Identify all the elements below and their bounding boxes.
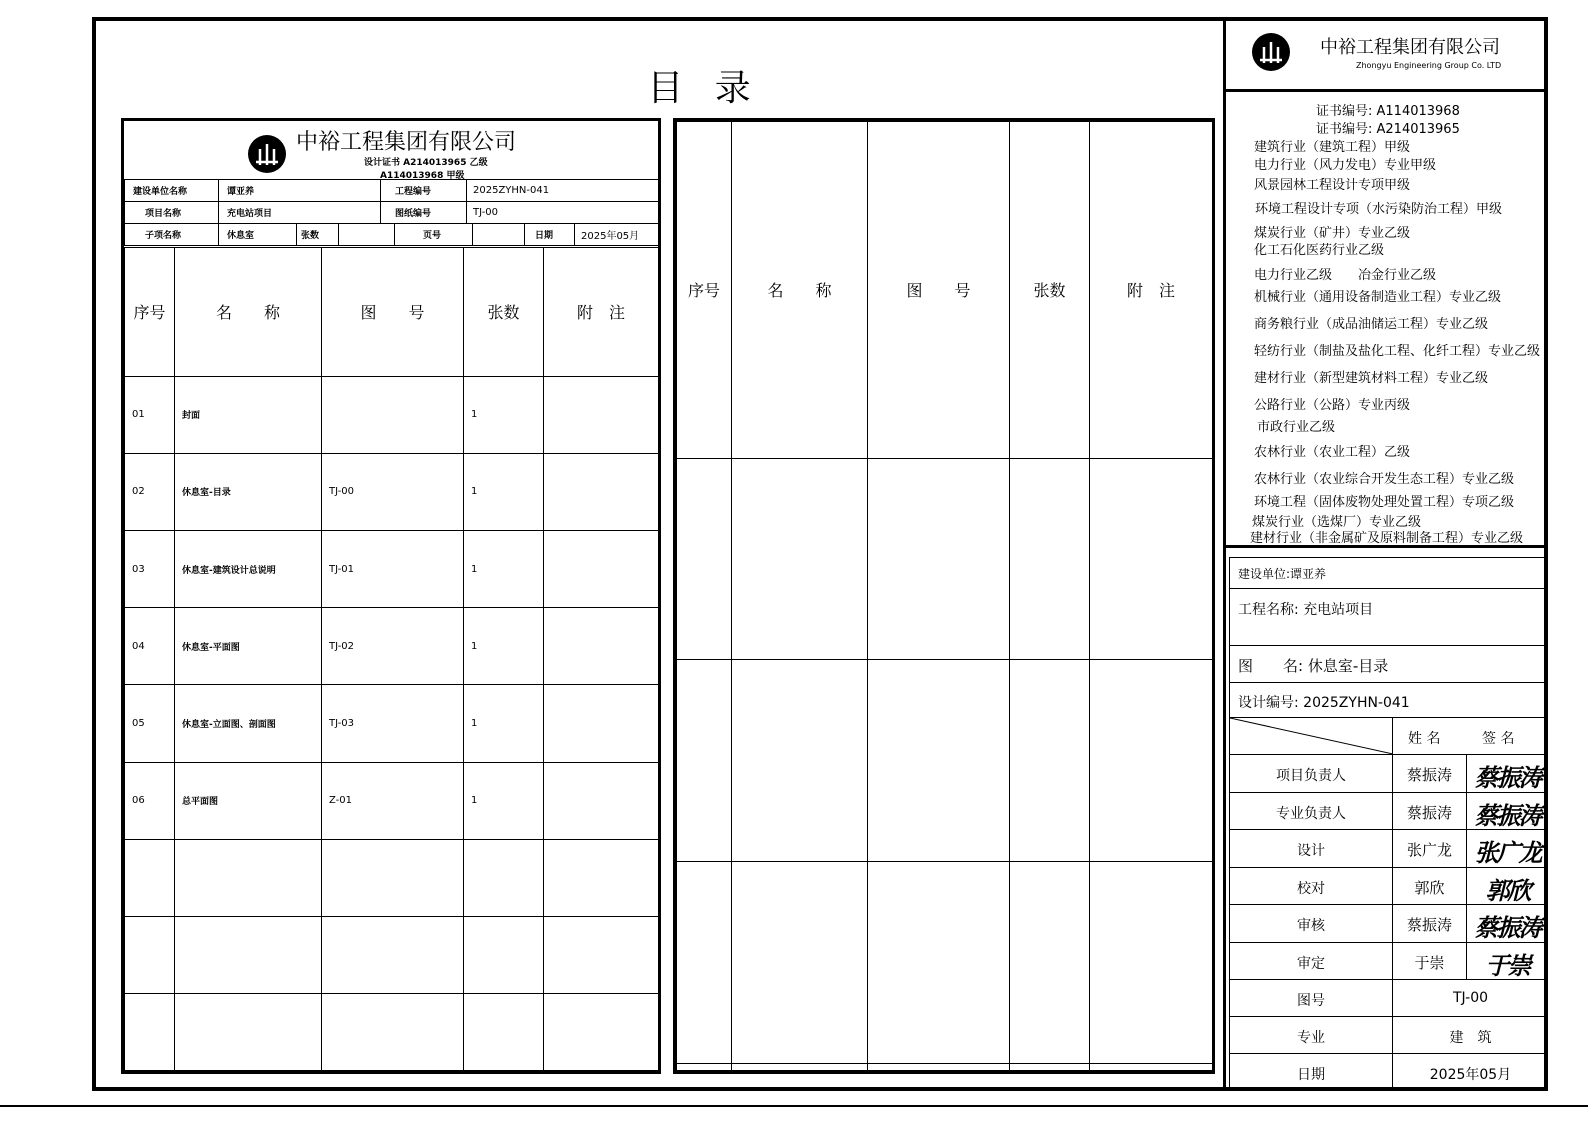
info-row <box>125 202 659 224</box>
footer-row <box>1229 1016 1547 1054</box>
row-no: 06 <box>125 762 175 839</box>
qualification-item: 建材行业（新型建筑材料工程）专业乙级 <box>1254 371 1489 386</box>
table-row <box>125 685 659 762</box>
staff-role: 审定 <box>1297 955 1325 972</box>
catalog-filler-row <box>677 1064 1213 1071</box>
date-value: 2025年05月 <box>575 224 659 246</box>
row-sheets: 1 <box>464 531 544 608</box>
table-row <box>125 608 659 685</box>
staff-name: 于崇 <box>1414 953 1445 972</box>
row-note <box>544 608 659 685</box>
row-no <box>125 839 175 916</box>
cert-no-1: 证书编号: A114013968 <box>1316 104 1460 119</box>
row-note <box>544 916 659 993</box>
company-logo-icon <box>1252 33 1290 71</box>
qualification-item: 机械行业（通用设备制造业工程）专业乙级 <box>1254 290 1502 305</box>
footer-row <box>1229 979 1547 1017</box>
qualification-item: 环境工程（固体废物处理处置工程）专项乙级 <box>1254 495 1515 510</box>
row-sheets: 1 <box>464 762 544 839</box>
table-row <box>125 762 659 839</box>
staff-row <box>1229 904 1547 943</box>
row-note <box>544 685 659 762</box>
company-name-en: Zhongyu Engineering Group Co. LTD <box>1356 61 1502 70</box>
table-row <box>125 453 659 530</box>
tb-project-row <box>1229 588 1547 646</box>
row-note <box>544 531 659 608</box>
qualification-item: 电力行业（风力发电）专业甲级 <box>1254 158 1437 173</box>
qualification-item: 市政行业乙级 <box>1257 420 1336 435</box>
staff-row <box>1229 792 1547 831</box>
row-note <box>1090 458 1213 660</box>
info-label: 工程编号 <box>381 180 467 202</box>
col-header: 张数 <box>464 248 544 377</box>
row-name: 总平面图 <box>175 762 322 839</box>
row-name <box>732 660 868 862</box>
sheets-value <box>339 224 395 246</box>
table-row <box>677 862 1213 1064</box>
qualification-item: 化工石化医药行业乙级 <box>1254 243 1385 258</box>
tb-client: 建设单位:谭亚养 <box>1238 567 1327 581</box>
staff-row <box>1229 942 1547 981</box>
row-name <box>175 839 322 916</box>
footer-value: 2025年05月 <box>1429 1067 1512 1083</box>
staff-name: 蔡振涛 <box>1406 803 1452 822</box>
row-drawing-no: TJ-00 <box>322 453 464 530</box>
staff-role: 专业负责人 <box>1276 805 1346 822</box>
row-note <box>1090 862 1213 1064</box>
row-name <box>175 994 322 1071</box>
col-name-header: 姓 名 <box>1408 731 1441 747</box>
staff-role: 校对 <box>1297 880 1325 897</box>
company-logo-icon <box>248 135 286 173</box>
row-name: 休息室-目录 <box>175 453 322 530</box>
catalog-header-row <box>125 248 659 377</box>
catalog-header-row <box>677 122 1213 459</box>
title-block <box>1226 545 1547 1090</box>
staff-signature: 于崇 <box>1485 950 1530 980</box>
right-divider <box>1226 91 1544 92</box>
row-sheets: 1 <box>464 376 544 453</box>
row-sheets <box>1010 660 1090 862</box>
col-header: 附 注 <box>544 248 659 377</box>
staff-signature: 郭欣 <box>1485 875 1530 905</box>
row-drawing-no: Z-01 <box>322 762 464 839</box>
tb-design-no-row <box>1229 682 1547 718</box>
row-name <box>732 862 868 1064</box>
row-name: 封面 <box>175 376 322 453</box>
staff-name: 张广龙 <box>1406 841 1452 859</box>
row-drawing-no <box>322 916 464 993</box>
col-header: 序号 <box>677 122 732 459</box>
date-label: 日期 <box>525 224 575 246</box>
table-row <box>125 376 659 453</box>
staff-name: 蔡振涛 <box>1406 916 1452 934</box>
table-row <box>125 916 659 993</box>
qualification-item: 环境工程设计专项（水污染防治工程）甲级 <box>1255 202 1503 217</box>
staff-row <box>1229 754 1547 793</box>
row-sheets <box>464 994 544 1071</box>
row-no: 01 <box>125 376 175 453</box>
info-label: 项目名称 <box>125 202 219 224</box>
row-no <box>677 862 732 1064</box>
left-info-row3 <box>124 223 659 246</box>
row-sheets <box>464 839 544 916</box>
staff-signature: 蔡振涛 <box>1474 913 1541 942</box>
row-sheets: 1 <box>464 685 544 762</box>
cert-line-2: A114013968 甲级 <box>380 171 465 181</box>
company-name: 中裕工程集团有限公司 <box>1320 37 1500 58</box>
col-header: 图 号 <box>868 122 1010 459</box>
qualification-item: 煤炭行业（矿井）专业乙级 <box>1254 226 1411 241</box>
row-name <box>175 916 322 993</box>
col-header: 序号 <box>125 248 175 377</box>
left-header-logo <box>124 121 658 180</box>
company-name: 中裕工程集团有限公司 <box>296 130 517 155</box>
qualification-item: 电力行业乙级 冶金行业乙级 <box>1254 268 1437 283</box>
catalog-filler-row <box>125 1071 659 1074</box>
info-value: 谭亚养 <box>219 180 381 202</box>
qualification-item: 农林行业（农业综合开发生态工程）专业乙级 <box>1254 472 1515 487</box>
right-panel <box>1223 21 1544 1087</box>
left-info-table <box>124 179 659 224</box>
footer-row <box>1229 1053 1547 1089</box>
qualification-item: 建筑行业（建筑工程）甲级 <box>1254 140 1411 155</box>
tb-design-no: 设计编号: 2025ZYHN-041 <box>1238 695 1410 711</box>
tb-client-row <box>1229 557 1547 589</box>
staff-name: 郭欣 <box>1414 878 1445 897</box>
table-row <box>125 839 659 916</box>
row-drawing-no <box>868 458 1010 660</box>
staff-role: 项目负责人 <box>1276 768 1346 784</box>
right-logo-block <box>1226 21 1544 91</box>
row-sheets <box>464 916 544 993</box>
staff-signature: 蔡振涛 <box>1474 800 1541 830</box>
row-drawing-no <box>868 660 1010 862</box>
row-no: 02 <box>125 453 175 530</box>
qualification-item: 风景园林工程设计专项甲级 <box>1254 178 1411 193</box>
info-label: 图纸编号 <box>381 202 467 224</box>
row-name: 休息室-立面图、剖面图 <box>175 685 322 762</box>
table-row <box>125 994 659 1071</box>
table-row <box>677 458 1213 660</box>
row-name: 休息室-平面图 <box>175 608 322 685</box>
qualification-item: 建材行业（非金属矿及原料制备工程）专业乙级 <box>1250 531 1524 546</box>
table-row <box>677 660 1213 862</box>
row-drawing-no <box>322 376 464 453</box>
page-value <box>473 224 525 246</box>
qualification-item: 商务粮行业（成品油储运工程）专业乙级 <box>1254 317 1489 332</box>
diagonal-line <box>1230 718 1393 754</box>
left-panel <box>121 118 661 1074</box>
row-note <box>544 994 659 1071</box>
cert-no-2: 证书编号: A214013965 <box>1316 122 1460 137</box>
row-no <box>125 994 175 1071</box>
sheets-label: 张数 <box>297 224 339 246</box>
page-title: 目 录 <box>647 68 761 109</box>
row-drawing-no: TJ-02 <box>322 608 464 685</box>
info-row <box>125 180 659 202</box>
row-sheets <box>1010 458 1090 660</box>
footer-value: TJ-00 <box>1452 990 1489 1006</box>
row-name: 休息室-建筑设计总说明 <box>175 531 322 608</box>
qualification-item: 农林行业（农业工程）乙级 <box>1254 445 1411 460</box>
info-value: 充电站项目 <box>219 202 381 224</box>
row-no <box>125 916 175 993</box>
tb-col-header-row <box>1229 717 1547 755</box>
footer-value: 建 筑 <box>1449 1030 1492 1046</box>
cert-line-1: 设计证书 A214013965 乙级 <box>364 158 488 168</box>
col-header: 附 注 <box>1090 122 1213 459</box>
staff-signature: 蔡振涛 <box>1474 763 1541 792</box>
mid-catalog-table <box>676 121 1213 1071</box>
page-label: 页号 <box>395 224 473 246</box>
footer-label: 日期 <box>1297 1067 1325 1083</box>
row-note <box>544 762 659 839</box>
staff-role: 设计 <box>1297 843 1325 859</box>
tb-drawing-name: 图 名: 休息室-目录 <box>1238 657 1389 675</box>
row-no: 03 <box>125 531 175 608</box>
info-value: TJ-00 <box>467 202 659 224</box>
row-drawing-no <box>322 839 464 916</box>
row-drawing-no: TJ-01 <box>322 531 464 608</box>
left-catalog-table <box>124 247 659 1074</box>
staff-signature: 张广龙 <box>1474 838 1541 867</box>
col-sign-header: 签 名 <box>1482 731 1515 747</box>
middle-panel <box>673 118 1215 1074</box>
col-header: 名 称 <box>732 122 868 459</box>
row-no: 04 <box>125 608 175 685</box>
footer-label: 图号 <box>1297 993 1325 1009</box>
row-sheets: 1 <box>464 453 544 530</box>
qualification-item: 公路行业（公路）专业丙级 <box>1254 398 1411 413</box>
footer-label: 专业 <box>1297 1030 1325 1046</box>
bottom-rule <box>0 1105 1588 1107</box>
col-header: 图 号 <box>322 248 464 377</box>
info-label: 建设单位名称 <box>125 180 219 202</box>
tb-project: 工程名称: 充电站项目 <box>1238 602 1374 618</box>
row-drawing-no <box>322 994 464 1071</box>
tb-drawing-row <box>1229 645 1547 683</box>
row-no <box>677 458 732 660</box>
row-no <box>677 660 732 862</box>
row-name <box>732 458 868 660</box>
row-no: 05 <box>125 685 175 762</box>
row-sheets: 1 <box>464 608 544 685</box>
table-row <box>125 531 659 608</box>
subitem-value: 休息室 <box>219 224 297 246</box>
row-note <box>544 839 659 916</box>
staff-row <box>1229 867 1547 906</box>
col-header: 名 称 <box>175 248 322 377</box>
staff-role: 审核 <box>1297 918 1325 934</box>
staff-name: 蔡振涛 <box>1406 766 1452 784</box>
qualification-item: 轻纺行业（制盐及盐化工程、化纤工程）专业乙级 <box>1254 344 1541 359</box>
col-header: 张数 <box>1010 122 1090 459</box>
subitem-label: 子项名称 <box>125 224 219 246</box>
info-value: 2025ZYHN-041 <box>467 180 659 202</box>
row-note <box>1090 660 1213 862</box>
qualification-item: 煤炭行业（选煤厂）专业乙级 <box>1252 515 1422 530</box>
staff-row <box>1229 829 1547 868</box>
row-note <box>544 453 659 530</box>
row-note <box>544 376 659 453</box>
row-sheets <box>1010 862 1090 1064</box>
row-drawing-no: TJ-03 <box>322 685 464 762</box>
row-drawing-no <box>868 862 1010 1064</box>
